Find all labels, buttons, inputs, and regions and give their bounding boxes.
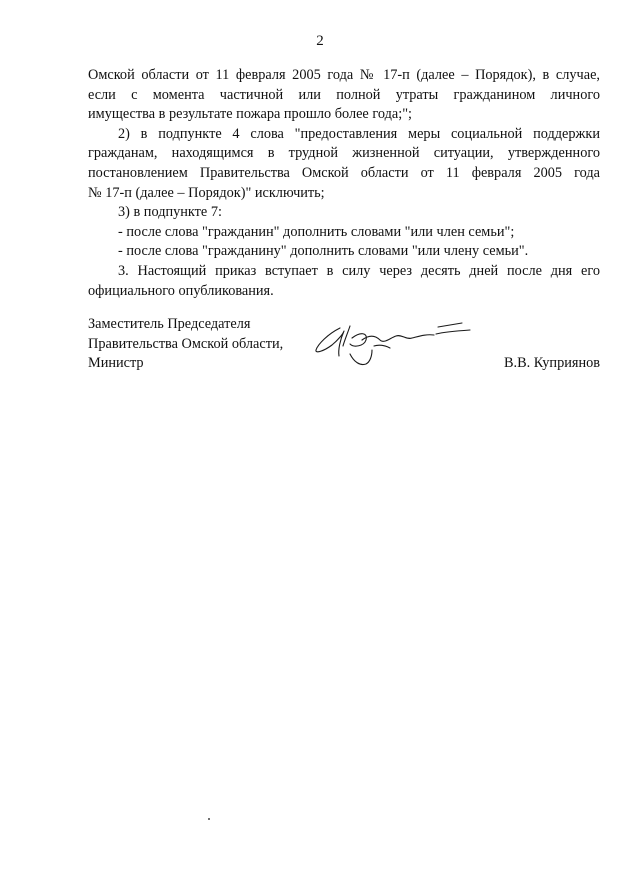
signatory-name: В.В. Куприянов (504, 355, 600, 371)
body-line: - после слова "гражданину" дополнить словами "или члену семьи". (118, 243, 529, 260)
body-line: Омской области от 11 февраля 2005 года № 17-п (далее – Порядок), в случае, (88, 67, 600, 83)
page-number: 2 (316, 33, 324, 49)
body-line: 3) в подпункте 7: (118, 204, 222, 221)
body-line: если с момента частичной или полной утраты гражданином личного (88, 86, 600, 103)
body-line: - после слова "гражданин" дополнить словами "или член семьи"; (118, 223, 515, 240)
body-line: гражданам, находящимся в трудной жизненной ситуации, утвержденного (88, 145, 600, 162)
document-body (88, 66, 600, 301)
signatory-title-line: Министр (88, 355, 144, 372)
scan-artifact-dot (208, 818, 210, 820)
signatory-title-line: Заместитель Председателя (88, 316, 251, 332)
body-line: постановлением Правительства Омской области от 11 февраля 2005 года (88, 164, 600, 181)
body-line: № 17-п (далее – Порядок)" исключить; (88, 184, 325, 201)
body-line: имущества в результате пожара прошло более года;"; (88, 106, 412, 123)
body-line: 2) в подпункте 4 слова "предоставления меры социальной поддержки (118, 125, 600, 142)
signatory-title-line: Правительства Омской области, (88, 335, 284, 352)
body-line: 3. Настоящий приказ вступает в силу через десять дней после дня его (118, 262, 600, 279)
signatory-title (88, 315, 283, 374)
body-line: официального опубликования. (88, 282, 274, 299)
handwritten-signature (310, 318, 480, 374)
